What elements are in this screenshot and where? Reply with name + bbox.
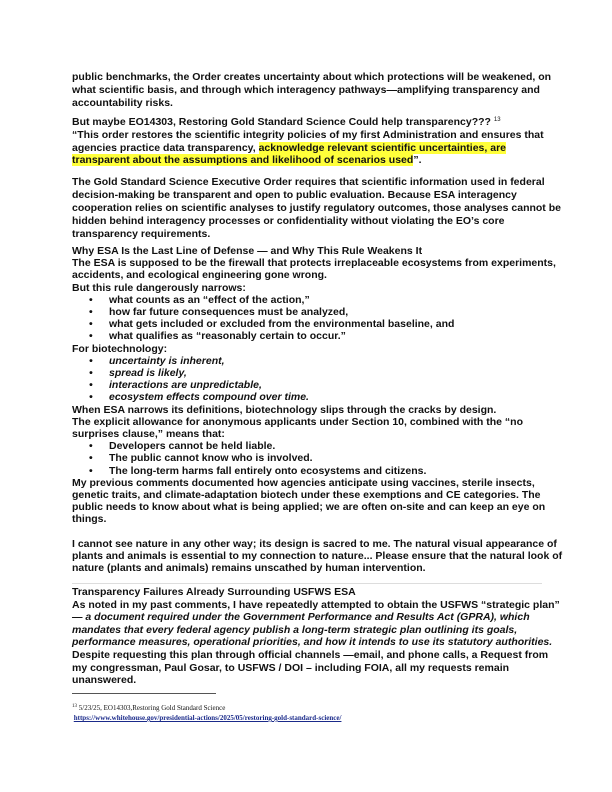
list-item: • what gets included or excluded from the environmental baseline, and <box>72 318 552 330</box>
text-line: my congressman, Paul Gosar, to USFWS / DOI – including FOIA, all my requests remain <box>72 661 510 674</box>
narrows-list <box>72 294 552 343</box>
text-line: things. <box>72 513 107 526</box>
text-line: My previous comments documented how agencies anticipate using vaccines, sterile insects, <box>72 476 535 489</box>
text-line: genetic traits, and climate-adaptation biotech under these exemptions and CE categories. The <box>72 489 541 502</box>
list-item: • how far future consequences must be analyzed, <box>72 306 552 318</box>
list-item: • uncertainty is inherent, <box>72 355 552 367</box>
list-item: • ecosystem effects compound over time. <box>72 391 552 403</box>
text-line: I cannot see nature in any other way; its design is sacred to me. The natural visual appearance of <box>72 537 557 550</box>
text-line: As noted in my past comments, I have repeatedly attempted to obtain the USFWS “strategic plan” <box>72 598 560 611</box>
section-transparency-failures <box>72 586 560 687</box>
text-line: performance measures, operational priorities, and how it intends to use its statutory authorities. <box>72 636 553 649</box>
text-line: accidents, and ecological engineering gone wrong. <box>72 269 327 282</box>
text-line: The explicit allowance for anonymous applicants under Section 10, combined with the “no <box>72 415 523 428</box>
consequences-list <box>72 440 552 477</box>
text-line: hidden behind interagency processes or confidentiality without violating the EO’s core <box>72 215 505 228</box>
footnote-number: 13 <box>72 704 77 709</box>
footnote-ref[interactable]: 13 <box>493 116 501 123</box>
paragraph-benchmarks <box>72 71 552 110</box>
text-line: cooperation relies on scientific analyses to justify regulatory outcomes, those analyses cannot be <box>72 202 561 215</box>
section-intro <box>72 71 561 241</box>
text-line: For biotechnology: <box>72 342 168 355</box>
list-item: • what counts as an “effect of the action,” <box>72 294 552 306</box>
list-item: • The public cannot know who is involved. <box>72 452 552 464</box>
footnote <box>72 702 341 723</box>
text-line: The Gold Standard Science Executive Order requires that scientific information used in federal <box>72 176 545 189</box>
text-line: — a document required under the Government Performance and Results Act (GPRA), which <box>72 611 530 624</box>
list-item: • interactions are unpredictable, <box>72 379 552 391</box>
text-segment: agencies practice data transparency, <box>72 141 259 154</box>
text-line: Despite requesting this plan through official channels —email, and phone calls, a Request from <box>72 648 549 661</box>
paragraph-eo-quote <box>72 114 552 168</box>
text-segment: ”. <box>413 154 422 167</box>
text-line: nature (plants and animals) remains unscathed by human intervention. <box>72 562 426 575</box>
text-line: unanswered. <box>72 674 137 687</box>
text-line: transparency requirements. <box>72 227 211 240</box>
text-line: The ESA is supposed to be the firewall that protects irreplaceable ecosystems from experiments, <box>72 257 556 270</box>
list-item: • spread is likely, <box>72 367 552 379</box>
biotech-list <box>72 355 552 404</box>
text-line: accountability risks. <box>72 96 173 109</box>
text-line: But this rule dangerously narrows: <box>72 281 246 294</box>
footnote-text: 5/23/25, EO14303,Restoring Gold Standard Science <box>78 704 226 712</box>
highlighted-text: transparent about the assumptions and likelihood of scenarios used <box>72 154 414 167</box>
list-item: • Developers cannot be held liable. <box>72 440 552 452</box>
highlighted-text: acknowledge relevant scientific uncertainties, are <box>258 141 506 154</box>
text-line: decision-making be transparent and open to public evaluation. Because ESA interagency <box>72 189 517 202</box>
text-line: When ESA narrows its definitions, biotechnology slips through the cracks by design. <box>72 403 497 416</box>
list-item: • what qualifies as “reasonably certain to occur.” <box>72 330 552 342</box>
text-line: plants and animals is essential to my connection to nature... Please ensure that the natural look of <box>72 549 563 562</box>
section-heading: Transparency Failures Already Surrounding USFWS ESA <box>72 586 356 598</box>
section-divider <box>72 583 542 584</box>
list-item: • The long-term harms fall entirely onto ecosystems and citizens. <box>72 465 552 477</box>
text-line: public needs to know about what is being applied; we are often on-site and can keep an eye on <box>72 501 546 514</box>
text-line: public benchmarks, the Order creates uncertainty about which protections will be weakened, on <box>72 71 552 83</box>
section-heading: Why ESA Is the Last Line of Defense — and Why This Rule Weakens It <box>72 245 423 257</box>
quote-title: But maybe EO14303, Restoring Gold Standard Science Could help transparency??? <box>72 115 491 128</box>
paragraph-gold-standard <box>72 176 561 241</box>
section-last-line-of-defense <box>72 245 563 575</box>
text-line: surprises clause,” means that: <box>72 428 225 441</box>
footnote-link[interactable]: https://www.whitehouse.gov/presidential-actions/2025/05/restoring-gold-standard-science/ <box>73 714 342 722</box>
text-line: what scientific basis, and through which interagency pathways—amplifying transparency and <box>72 83 540 96</box>
text-line: mandates that every federal agency publish a long-term strategic plan outlining its goals, <box>72 623 518 636</box>
text-line: “This order restores the scientific integrity policies of my first Administration and ensures that <box>72 128 544 141</box>
footnote-rule <box>72 693 216 694</box>
